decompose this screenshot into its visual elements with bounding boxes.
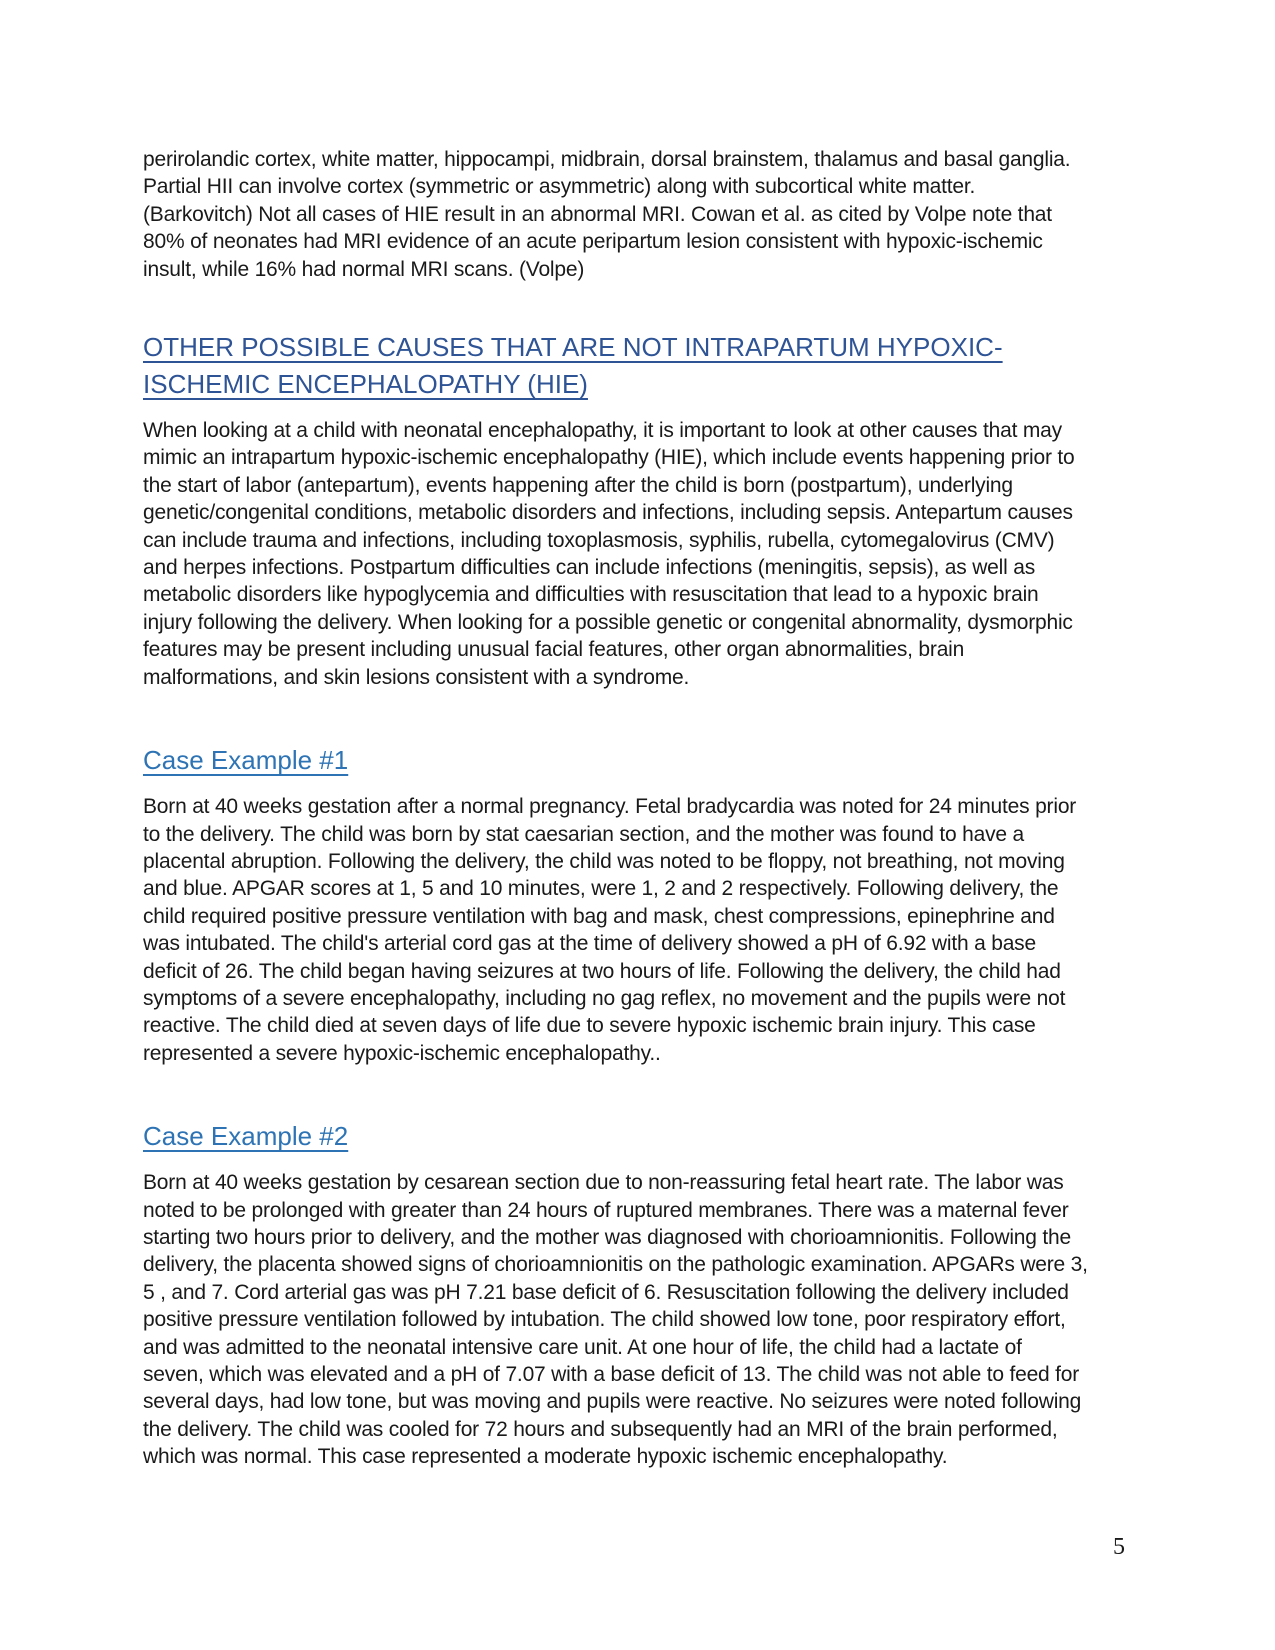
- section-heading-other-causes: OTHER POSSIBLE CAUSES THAT ARE NOT INTRAPARTUM HYPOXIC-ISCHEMIC ENCEPHALOPATHY (HIE): [143, 332, 1003, 400]
- section-case-example-1: [143, 743, 1088, 1067]
- paragraph-case-example-2: Born at 40 weeks gestation by cesarean section due to non-reassuring fetal heart rate. The labor was noted to be prolonged with greater than 24 hours of ruptured membranes. There was a maternal fever starting two hours prior to delivery, and the mother was diagnosed with chorioamnionitis. Following the delivery, the placenta showed signs of chorioamnionitis on the pathologic examination. APGARs were 3, 5 , and 7. Cord arterial gas was pH 7.21 base deficit of 6. Resuscitation following the delivery included positive pressure ventilation followed by intubation. The child showed low tone, poor respiratory effort, and was admitted to the neonatal intensive care unit. At one hour of life, the child had a lactate of seven, which was elevated and a pH of 7.07 with a base deficit of 13. The child was not able to feed for several days, had low tone, but was moving and pupils were reactive. No seizures were noted following the delivery. The child was cooled for 72 hours and subsequently had an MRI of the brain performed, which was normal. This case represented a moderate hypoxic ischemic encephalopathy.: [143, 1171, 1088, 1469]
- page-content: [143, 146, 1088, 1471]
- intro-paragraph: perirolandic cortex, white matter, hippocampi, midbrain, dorsal brainstem, thalamus and basal ganglia. Partial HII can involve cortex (symmetric or asymmetric) along with subcortical white matter. (Barkovitch) Not all cases of HIE result in an abnormal MRI. Cowan et al. as cited by Volpe note that 80% of neonates had MRI evidence of an acute peripartum lesion consistent with hypoxic-ischemic insult, while 16% had normal MRI scans. (Volpe): [143, 148, 1071, 281]
- paragraph-case-example-1: Born at 40 weeks gestation after a normal pregnancy. Fetal bradycardia was noted for 24 minutes prior to the delivery. The child was born by stat caesarian section, and the mother was found to have a placental abruption. Following the delivery, the child was noted to be floppy, not breathing, not moving and blue. APGAR scores at 1, 5 and 10 minutes, were 1, 2 and 2 respectively. Following delivery, the child required positive pressure ventilation with bag and mask, chest compressions, epinephrine and was intubated. The child's arterial cord gas at the time of delivery showed a pH of 6.92 with a base deficit of 26. The child began having seizures at two hours of life. Following the delivery, the child had symptoms of a severe encephalopathy, including no gag reflex, no movement and the pupils were not reactive. The child died at seven days of life due to severe hypoxic ischemic brain injury. This case represented a severe hypoxic-ischemic encephalopathy..: [143, 795, 1077, 1065]
- section-case-example-2: [143, 1119, 1088, 1470]
- page-number: 5: [1113, 1534, 1125, 1560]
- section-paragraph-other-causes: When looking at a child with neonatal encephalopathy, it is important to look at other causes that may mimic an intrapartum hypoxic-ischemic encephalopathy (HIE), which include events happening prior to the start of labor (antepartum), events happening after the child is born (postpartum), underlying genetic/congenital conditions, metabolic disorders and infections, including sepsis. Antepartum causes can include trauma and infections, including toxoplasmosis, syphilis, rubella, cytomegalovirus (CMV) and herpes infections. Postpartum difficulties can include infections (meningitis, sepsis), as well as metabolic disorders like hypoglycemia and difficulties with resuscitation that lead to a hypoxic brain injury following the delivery. When looking for a possible genetic or congenital abnormality, dysmorphic features may be present including unusual facial features, other organ abnormalities, brain malformations, and skin lesions consistent with a syndrome.: [143, 419, 1075, 689]
- heading-case-example-1: Case Example #1: [143, 745, 349, 776]
- section-other-causes: [143, 329, 1088, 691]
- heading-case-example-2: Case Example #2: [143, 1121, 349, 1152]
